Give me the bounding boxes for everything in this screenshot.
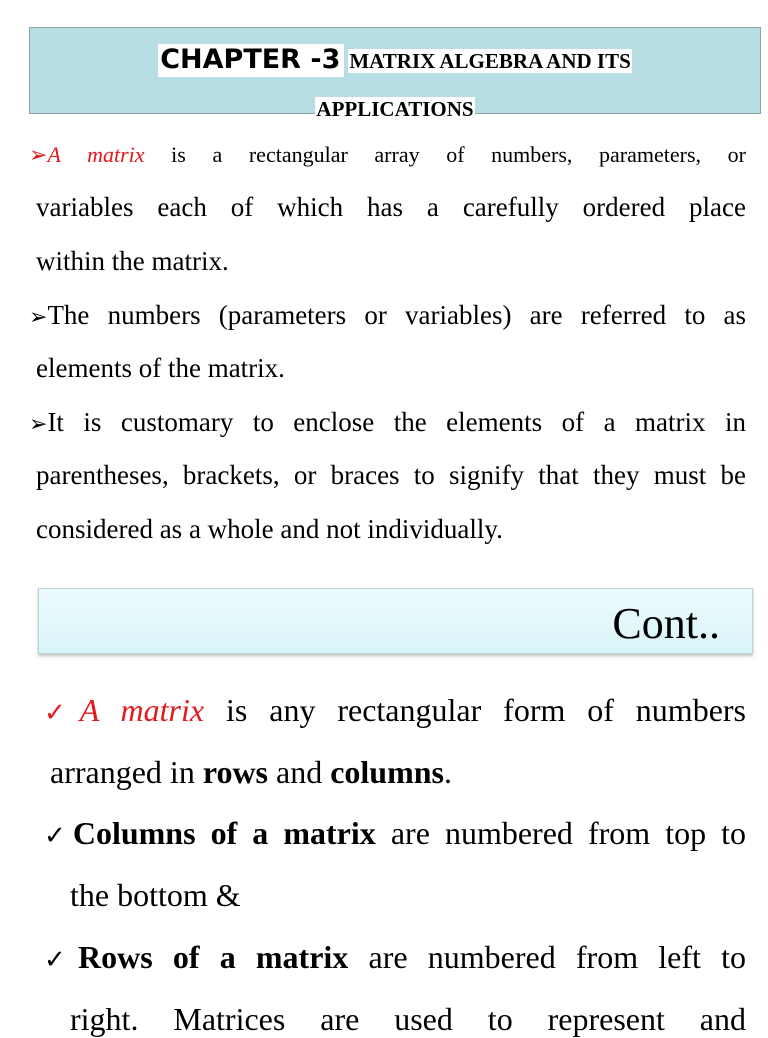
chapter-header bbox=[29, 27, 761, 121]
bullet-line: considered as a whole and not individually. bbox=[36, 514, 503, 544]
check-bullet-icon: ✓ bbox=[44, 821, 73, 851]
arrow-bullet-icon: ➢ bbox=[29, 143, 48, 168]
bullet-line bbox=[29, 407, 746, 438]
bullet-line: within the matrix. bbox=[36, 246, 229, 276]
columns-term: Columns of a matrix bbox=[72, 815, 376, 851]
chapter-number: CHAPTER -3 bbox=[158, 44, 344, 77]
rows-term: Rows of a matrix bbox=[77, 939, 349, 975]
matrix-term: A matrix bbox=[47, 142, 145, 167]
bullet-line bbox=[50, 754, 452, 791]
columns-term: columns bbox=[330, 754, 444, 790]
bullet-line: the bottom & bbox=[70, 877, 241, 913]
bullet-text: . bbox=[444, 754, 452, 790]
bullet-line bbox=[29, 142, 746, 168]
bullet-text: are numbered from top to bbox=[390, 815, 747, 851]
bullet-text: are numbered from left to bbox=[368, 939, 747, 975]
cont-header bbox=[38, 588, 753, 654]
bullet-line bbox=[29, 300, 746, 331]
chapter-title-part2: APPLICATIONS bbox=[316, 97, 474, 121]
bullet-line bbox=[44, 939, 746, 976]
chapter-title-part1: MATRIX ALGEBRA AND ITS bbox=[349, 49, 631, 73]
rows-term: rows bbox=[202, 754, 268, 790]
bullet-text: is a rectangular array of numbers, parameters, or bbox=[144, 142, 746, 167]
chapter-title-line bbox=[30, 44, 760, 75]
bullet-text: arranged in bbox=[50, 754, 203, 790]
arrow-bullet-icon: ➢ bbox=[29, 412, 48, 437]
bullet-line: variables each of which has a carefully ordered place bbox=[36, 192, 746, 222]
check-bullet-icon: ✓ bbox=[44, 698, 80, 728]
chapter-title-line2 bbox=[30, 97, 760, 122]
arrow-bullet-icon: ➢ bbox=[29, 305, 48, 330]
bullet-text: is any rectangular form of numbers bbox=[226, 692, 747, 728]
check-bullet-icon: ✓ bbox=[44, 945, 78, 975]
bullet-line bbox=[44, 815, 746, 852]
bullet-line bbox=[44, 692, 746, 729]
bullet-line: right. Matrices are used to represent and bbox=[70, 1001, 746, 1037]
cont-title: Cont.. bbox=[612, 599, 720, 648]
bullet-text: and bbox=[268, 754, 331, 790]
bullet-text: The numbers (parameters or variables) are referred to as bbox=[47, 300, 746, 330]
matrix-term: A matrix bbox=[79, 692, 205, 728]
bullet-line: parentheses, brackets, or braces to signify that they must be bbox=[36, 460, 746, 490]
bullet-line: elements of the matrix. bbox=[36, 353, 285, 383]
bullet-text: It is customary to enclose the elements of a matrix in bbox=[47, 407, 746, 437]
